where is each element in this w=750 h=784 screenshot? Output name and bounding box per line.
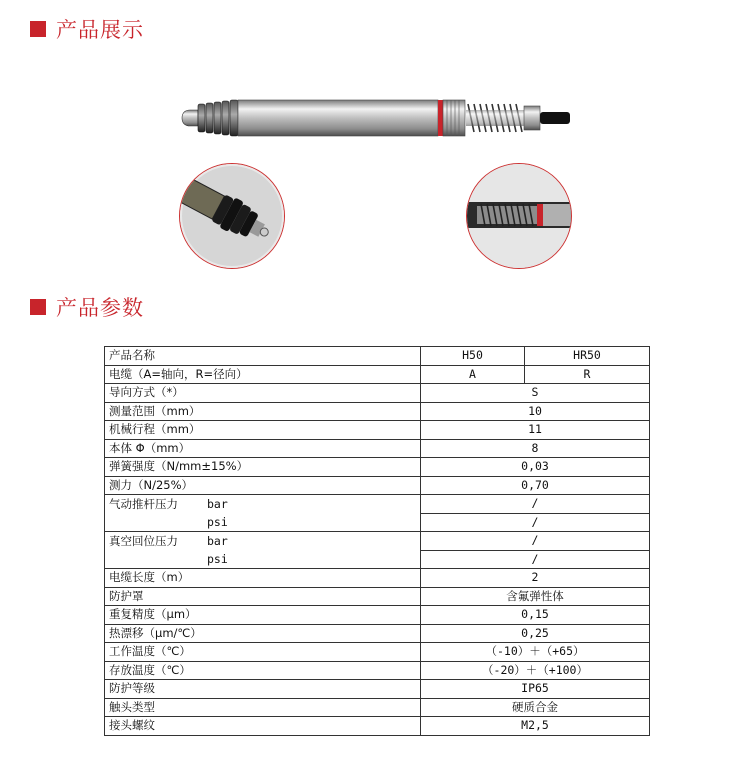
table-row <box>105 680 650 699</box>
param-label: 防护罩 <box>105 587 421 606</box>
table-row <box>105 402 650 421</box>
param-label: 测量范围（mm） <box>105 402 421 421</box>
param-label: 接头螺纹 <box>105 717 421 736</box>
param-unit: psi <box>207 552 228 566</box>
param-value: 10 <box>421 402 650 421</box>
table-row <box>105 458 650 477</box>
param-value: 0,03 <box>421 458 650 477</box>
param-label: 产品名称 <box>105 347 421 366</box>
table-row <box>105 624 650 643</box>
param-value: 0,15 <box>421 606 650 625</box>
param-label: 热漂移（μm/℃） <box>105 624 421 643</box>
param-value: A <box>421 365 525 384</box>
param-value: 11 <box>421 421 650 440</box>
param-label: 本体 Φ（mm） <box>105 439 421 458</box>
param-label: 气动推杆压力 <box>109 497 178 511</box>
section-title: 产品展示 <box>56 18 144 42</box>
param-value: IP65 <box>421 680 650 699</box>
param-value: （-20）＋（+100） <box>421 661 650 680</box>
param-value: 0,70 <box>421 476 650 495</box>
product-params-table <box>104 346 650 736</box>
param-value: / <box>421 532 650 551</box>
param-value: / <box>421 513 650 532</box>
param-unit: bar <box>207 534 228 548</box>
red-square-icon <box>30 299 46 315</box>
param-label: 防护等级 <box>105 680 421 699</box>
param-value: 2 <box>421 569 650 588</box>
table-row <box>105 495 650 514</box>
param-value: H50 <box>421 347 525 366</box>
table-row <box>105 365 650 384</box>
section-header-params <box>30 292 144 322</box>
param-value: / <box>421 550 650 569</box>
param-label: 测力（N/25%） <box>105 476 421 495</box>
table-row <box>105 717 650 736</box>
table-row <box>105 347 650 366</box>
probe-image <box>170 88 580 148</box>
param-unit: psi <box>207 515 228 529</box>
probe-tip-closeup-image <box>179 163 285 269</box>
section-header-display <box>30 14 144 44</box>
table-row <box>105 643 650 662</box>
param-value: M2,5 <box>421 717 650 736</box>
param-value: HR50 <box>525 347 650 366</box>
param-value: （-10）＋（+65） <box>421 643 650 662</box>
param-value: 8 <box>421 439 650 458</box>
table-row <box>105 439 650 458</box>
param-label: 电缆长度（m） <box>105 569 421 588</box>
table-row <box>105 532 650 551</box>
param-label-group <box>105 532 421 569</box>
param-label: 工作温度（℃） <box>105 643 421 662</box>
param-label: 弹簧强度（N/mm±15%） <box>105 458 421 477</box>
param-label: 电缆（A=轴向，R=径向） <box>105 365 421 384</box>
table-row <box>105 476 650 495</box>
table-row <box>105 421 650 440</box>
param-label: 导向方式（*） <box>105 384 421 403</box>
param-label: 存放温度（℃） <box>105 661 421 680</box>
param-value: 硬质合金 <box>421 698 650 717</box>
param-label: 重复精度（μm） <box>105 606 421 625</box>
table-row <box>105 384 650 403</box>
param-value: / <box>421 495 650 514</box>
param-value: 含氟弹性体 <box>421 587 650 606</box>
param-value: 0,25 <box>421 624 650 643</box>
param-label: 真空回位压力 <box>109 534 178 548</box>
table-row <box>105 698 650 717</box>
param-label: 机械行程（mm） <box>105 421 421 440</box>
table-row <box>105 606 650 625</box>
red-square-icon <box>30 21 46 37</box>
param-value: R <box>525 365 650 384</box>
table-row <box>105 569 650 588</box>
table-row <box>105 661 650 680</box>
table-row <box>105 587 650 606</box>
spring-closeup-image <box>466 163 572 269</box>
section-title: 产品参数 <box>56 296 144 320</box>
param-unit: bar <box>207 497 228 511</box>
param-value: S <box>421 384 650 403</box>
param-label-group <box>105 495 421 532</box>
param-label: 触头类型 <box>105 698 421 717</box>
